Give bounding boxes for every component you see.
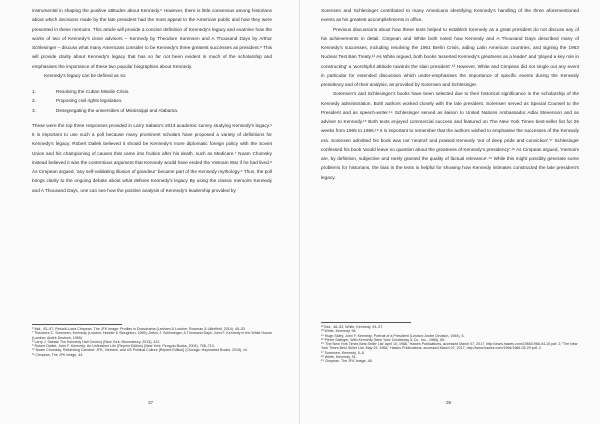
- list-item: 1. Resolving the Cuban Missile Crisis.: [32, 89, 130, 94]
- footnote: ⁶ Ibid., 93–97; Relucă-Lucia Cimpean, The JFK Image: Profiles in Docudrama (Lanham & London: Rowman & Littlefield, 2014), 49–53.: [32, 327, 246, 331]
- paragraph: Sorensen's and Schlesinger's books have been selected due to their historical significance in the scholarship of the Kennedy administration. Both authors worked closely with the late president. Sorensen served as Special Counsel to the President and as speech-writer.¹⁴ Schlesinger served as liaison to United Nations Ambassador Adlai Stevenson and as adviser to Kennedy.¹⁵ Both texts enjoyed commercial success and featured on The New York Times best-seller list for 26 weeks from 1965 to 1966.¹⁶ It is important to remember that the authors wished to emphasise the successes of the Kennedy era. Sorensen admitted his book was not 'neutral' and praised Kennedy 'out of deep pride and conviction'.¹⁷ Schlesinger confessed his book 'would leave no question about the greatness of Kennedy's presidency'.¹⁸ As Cimpean argued, 'memoirs are, by definition, subjective and rarely granted the quality of factual relevance'.¹⁹ While this might possibly generate some problems for historians, the bias in the texts is helpful for showing how Kennedy intimates constructed the late president's legacy.: [321, 91, 579, 180]
- list-item: 3. Desegregating the universities of Mississippi and Alabama.: [32, 107, 179, 113]
- footnote: ¹¹ Cimpean, The JFK Image, 43.: [32, 352, 84, 357]
- right-footnotes: [321, 325, 579, 364]
- list-item: 2. Proposing civil rights legislation.: [32, 98, 123, 104]
- paragraph: These were the top three responses provided in Larry Sabato's 2013 academic survey studying Kennedy's legacy.⁹ It is important to use such a poll because many prominent scholars have proposed a variety of definitions for Kennedy's legacy. Robert Dallek believed it should be Kennedy's more diplomatic foreign policy with the Soviet Union and his championing of causes that came into fruition after his death, such as Medicare.⁷ Noam Chomsky instead believed it was the contentious argument that Kennedy would have ended the Vietnam War if he had lived.⁸ As Cimpean argued, 'any self-validating illusion of grandeur' became part of the Kennedy mythology.⁹ Thus, the poll brings clarity to the ongoing debate about what defines Kennedy's legacy By using the classic memoirs Kennedy and A Thousand Days, one can see how the positive analysis of Kennedy's leadership provided by: [32, 122, 272, 193]
- footnote-rule: [321, 322, 411, 323]
- right-page-body: [321, 6, 579, 182]
- footnote-rule: [32, 324, 122, 325]
- paragraph: Sorensen and Schlesinger contributed to many Americans identifying Kennedy's handling of the three aforementioned events as his greatest accomplishments in office.: [321, 8, 579, 23]
- footnote: ¹⁷ Sorensen, Kennedy, 5–6.: [321, 350, 365, 355]
- footnote: ¹³ White, Kennedy, 96.: [321, 329, 357, 334]
- footnote: ¹⁰ Noam Chomsky, Rethinking Camelot: JFK, Vietnam, and US Political Culture [Reprint Edition] (Chicago: Haymarket Books, 2015), vii.: [32, 348, 248, 353]
- page-number: 38: [446, 400, 452, 405]
- footnote: ⁹ Robert Dallek, John F. Kennedy: An Unfinished Life (Reprint Edition) (New York: Penguin Books, 2004), 708–710.: [32, 344, 215, 349]
- footnote: ¹⁹ Cimpean, The JFK Image, 48.: [321, 359, 373, 364]
- paragraph: Previous discussions about how these texts helped to establish Kennedy as a great president do not discuss any of his achievements in detail. Cimpean and White both noted how Kennedy and A Thousand Days described many of Kennedy's successes, including resolving the 1961 Berlin Crisis, aiding Latin American countries, and signing the 1963 Nuclear Test Ban Treaty.¹² As White argued, both books 'asserted Kennedy's greatness as a leader' and 'played a key role in constructing' a 'worshipful attitude towards the slain president'.¹³ However, White and Cimpean did not single out any event in particular for extended discussion which under-emphasises the importance of specific events during the Kennedy presidency and of their analysis, as provided by Sorensen and Schlesinger.: [321, 26, 579, 87]
- page-number: 37: [148, 400, 154, 405]
- footnote: ¹⁶ 'The New York Times Best Seller List' April 10, 1966,' Hawes Publications, accessed March 07, 2017, http://www.hawes.com/1966/1966-04-10.pdf; 2; 'The New York Times Best Seller List: May 29, 1966,' Hawes Publications, accessed March 07, 2017, http://www.hawes.com/1966/1966-05-29.pdf; 2.: [321, 342, 578, 351]
- footnote: ¹⁴ Hugh Sidey, John F. Kennedy: Portrait of a President (London: Andre Deutsch, 1964), 5.: [321, 333, 465, 338]
- footnote: ¹² Ibid., 48–53; White, Kennedy, 93–97.: [321, 325, 384, 329]
- left-page-body: [32, 6, 272, 195]
- footnote: ¹⁸ White, Kennedy, 91.: [321, 355, 357, 360]
- right-page: [300, 0, 600, 424]
- legacy-list: [32, 87, 272, 115]
- footnote: ⁷ Theodore C. Sorensen, Kennedy (London: Hodder & Stoughton, 1965); Arthur J. Schlesinger, A Thousand Days: John F. Kennedy in the White House (London: André Deutsch, 1965).: [32, 331, 272, 340]
- paragraph: Kennedy's legacy can be defined as so:: [44, 72, 127, 78]
- footnote: ¹⁵ Pierre Salinger, With Kennedy (New York: Doubleday & Co., Inc., 1966), 69.: [321, 337, 446, 342]
- paragraph: instrumental in shaping the positive attitudes about Kennedy.⁶ However, there is little consensus among historians about which decisions made by the late president had the most appeal to the American public and how they were presented in these memoirs. This article will provide a concise definition of Kennedy's legacy and examine how the works of two of Kennedy's close advisors – Kennedy by Theodore Sorensen and A Thousand Days by Arthur Schlesinger – discuss what many Americans consider to be Kennedy's three greatest successes as president.⁸ This will provide clarity about Kennedy's legacy that has so far not been evident in much of the scholarship and emphasises the importance of these two popular biographies about Kennedy.: [32, 8, 272, 69]
- footnote: ⁸ Larry J. Sabato The Kennedy Half Century (New York: Bloomsbury, 2013), 412.: [32, 339, 161, 344]
- left-footnotes: [32, 327, 272, 357]
